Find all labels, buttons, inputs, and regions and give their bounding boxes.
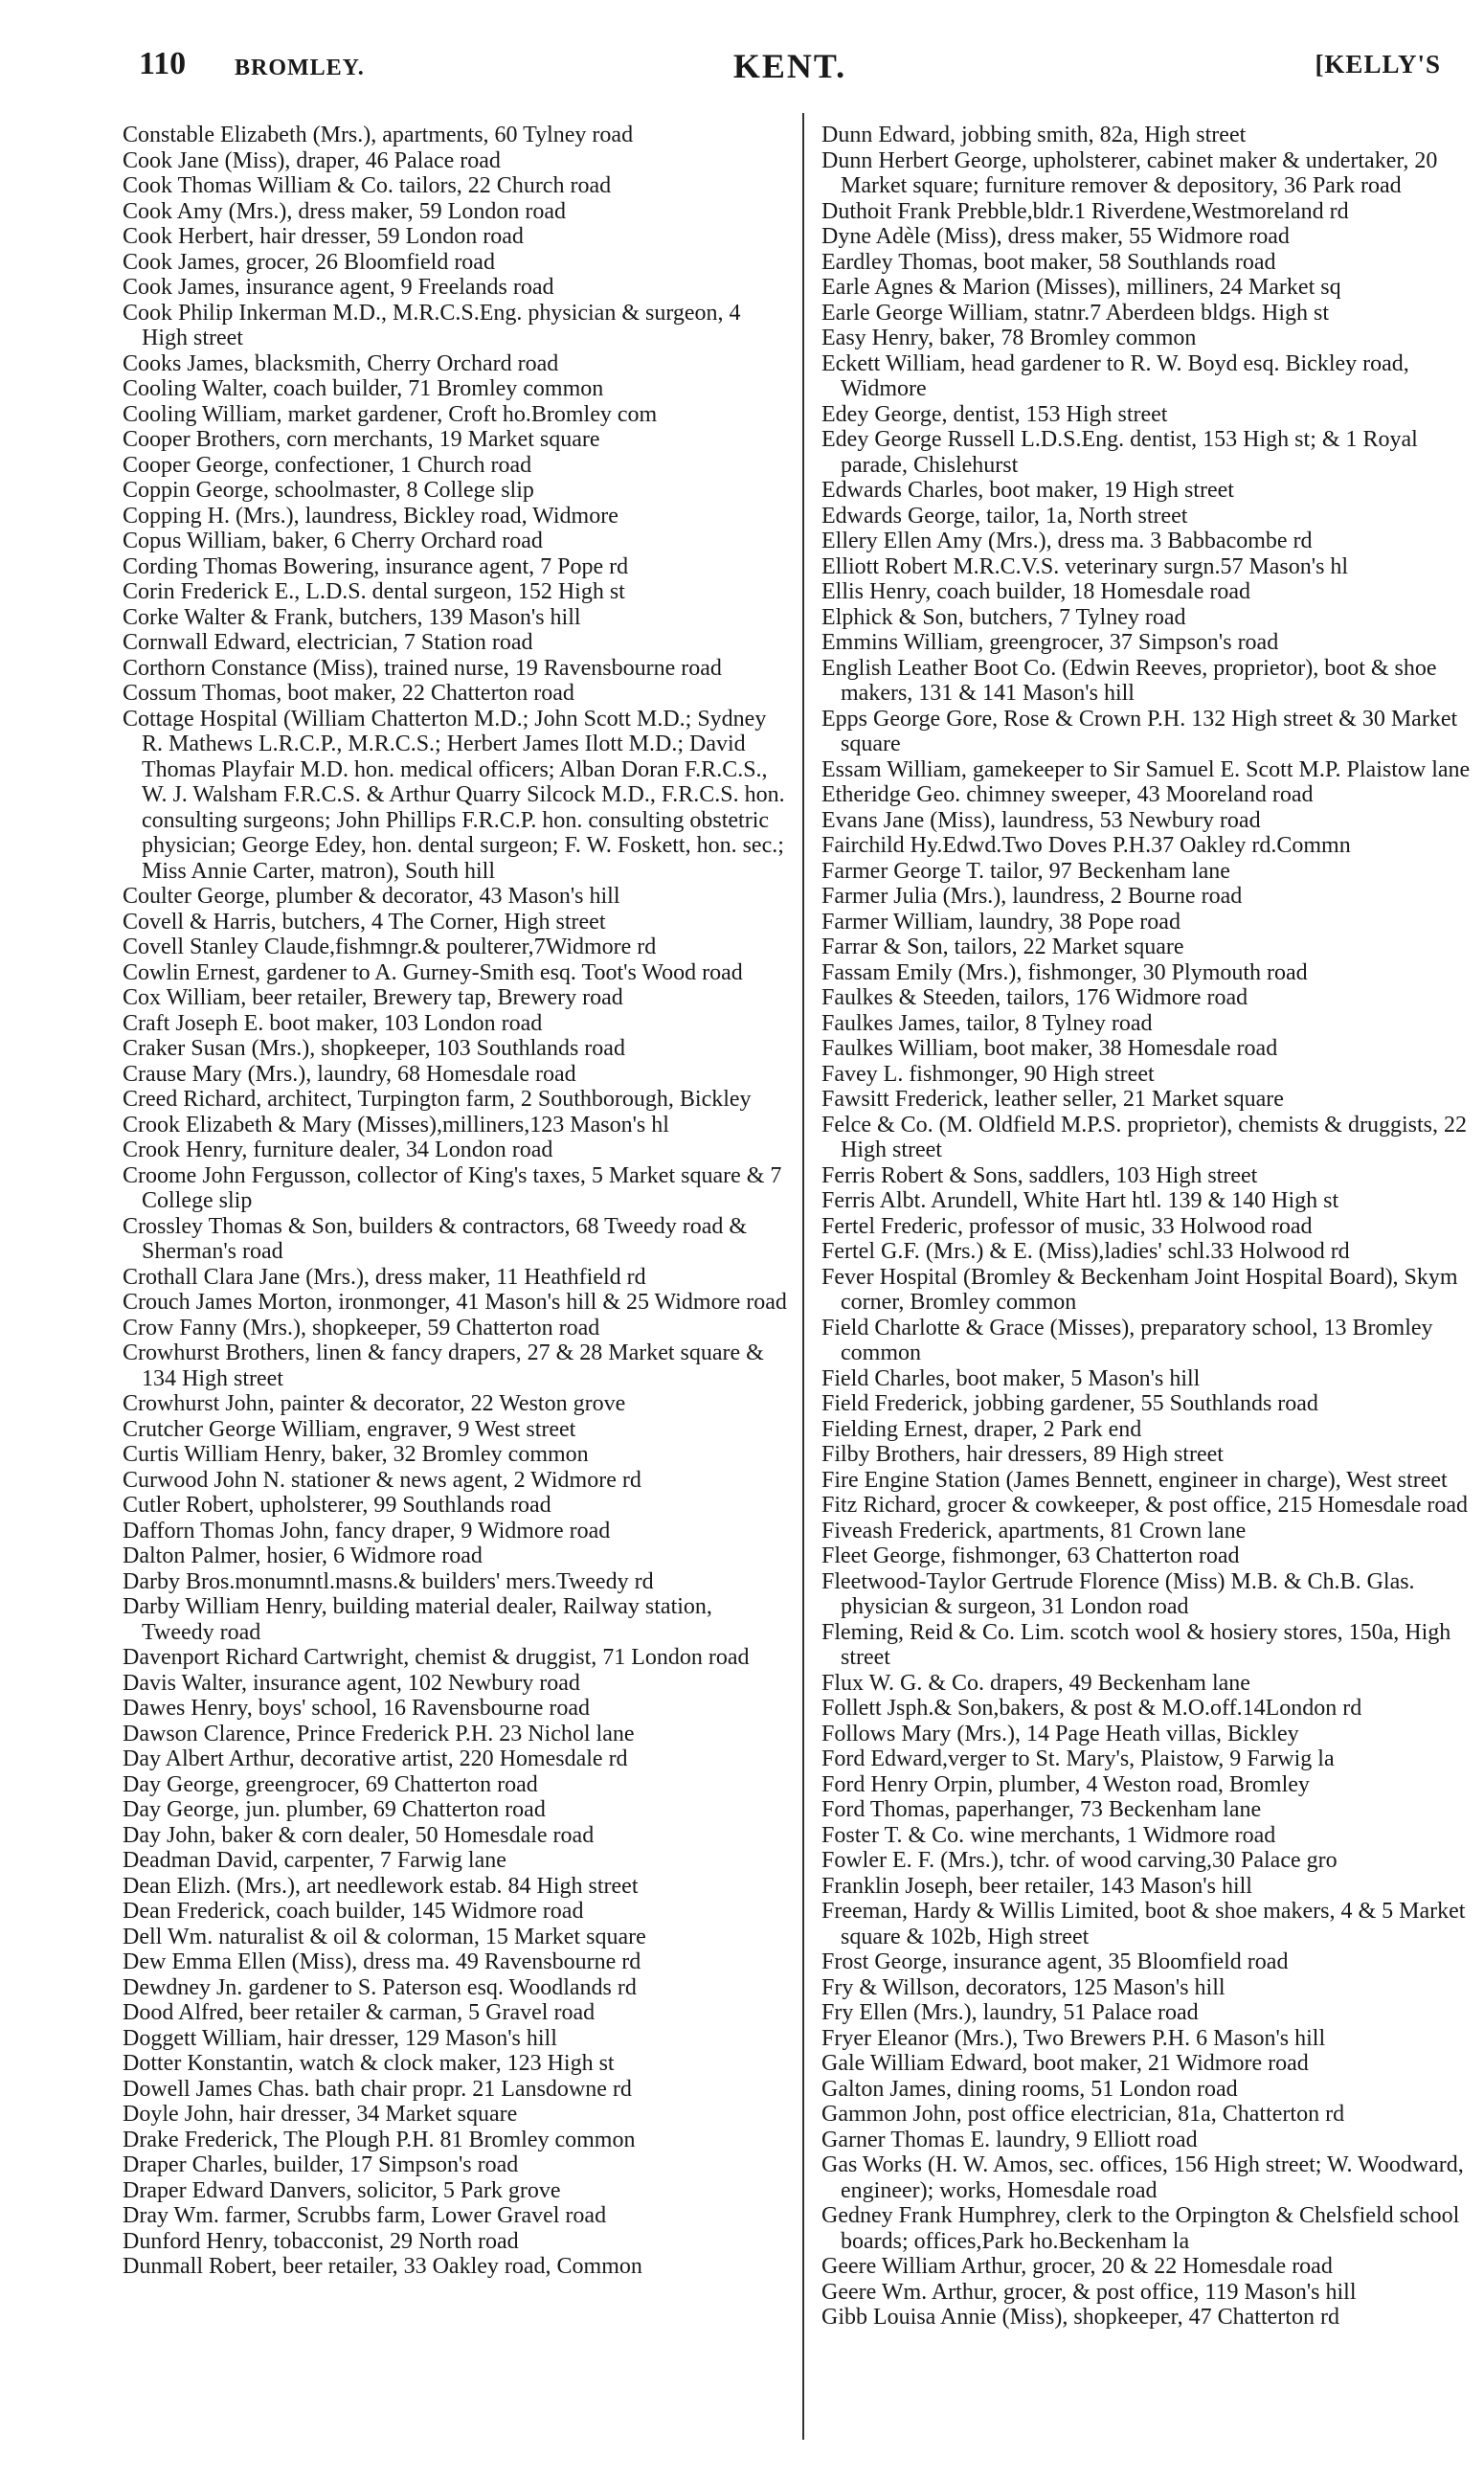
directory-entry: Day George, greengrocer, 69 Chatterton road	[123, 1771, 538, 1797]
directory-entry: Dawson Clarence, Prince Frederick P.H. 23 Nichol lane	[123, 1721, 635, 1746]
directory-entry: Doyle John, hair dresser, 34 Market square	[123, 2102, 518, 2127]
directory-entry: Crow Fanny (Mrs.), shopkeeper, 59 Chatterton road	[123, 1315, 600, 1340]
directory-entry: Crouch James Morton, ironmonger, 41 Mason's hill & 25 Widmore road	[123, 1290, 787, 1315]
directory-entry: Easy Henry, baker, 78 Bromley common	[821, 326, 1197, 350]
directory-entry: Cooks James, blacksmith, Cherry Orchard road	[123, 350, 559, 376]
directory-entry: Earle George William, statnr.7 Aberdeen bldgs. High st	[821, 300, 1330, 326]
directory-entry: Farrar & Son, tailors, 22 Market square	[821, 935, 1184, 959]
directory-entry: Galton James, dining rooms, 51 London road	[821, 2076, 1238, 2102]
directory-entry: Copus William, baker, 6 Cherry Orchard road	[123, 529, 543, 553]
directory-entry: Elphick & Son, butchers, 7 Tylney road	[821, 604, 1186, 630]
directory-entry: Corke Walter & Frank, butchers, 139 Mason's hill	[123, 604, 581, 630]
directory-entry: Curtis William Henry, baker, 32 Bromley common	[123, 1442, 589, 1467]
directory-entry: Ford Henry Orpin, plumber, 4 Weston road, Bromley	[821, 1771, 1310, 1797]
directory-entry: Franklin Joseph, beer retailer, 143 Mason's hill	[821, 1873, 1252, 1899]
directory-entry: Earle Agnes & Marion (Misses), milliners, 24 Market sq	[821, 275, 1341, 300]
directory-entry: Cook James, insurance agent, 9 Freelands road	[123, 275, 554, 300]
directory-entry: Foster T. & Co. wine merchants, 1 Widmore road	[821, 1822, 1276, 1848]
directory-entry: Day John, baker & corn dealer, 50 Homesdale road	[123, 1822, 595, 1848]
directory-entry: Corin Frederick E., L.D.S. dental surgeon, 152 High st	[123, 579, 625, 604]
directory-entry: Eardley Thomas, boot maker, 58 Southlands road	[821, 249, 1276, 275]
column-rule	[802, 113, 804, 2440]
directory-entry: Darby William Henry, building material dealer, Railway station, Tweedy road	[123, 1594, 712, 1645]
directory-entry: Fryer Eleanor (Mrs.), Two Brewers P.H. 6 Mason's hill	[821, 2025, 1326, 2051]
directory-entry: Cutler Robert, upholsterer, 99 Southlands road	[123, 1493, 551, 1518]
directory-entry: Farmer William, laundry, 38 Pope road	[821, 909, 1180, 935]
directory-entry: Dean Frederick, coach builder, 145 Widmore road	[123, 1899, 584, 1924]
directory-entry: Curwood John N. stationer & news agent, 2 Widmore rd	[123, 1467, 641, 1493]
directory-entry: Gibb Louisa Annie (Miss), shopkeeper, 47 Chatterton rd	[821, 2305, 1339, 2330]
directory-entry: Gedney Frank Humphrey, clerk to the Orpington & Chelsfield school boards; offices,Park ho.Beckenham la	[821, 2203, 1460, 2254]
directory-entry: Edwards Charles, boot maker, 19 High street	[821, 478, 1234, 503]
directory-entry: Cowlin Ernest, gardener to A. Gurney-Smith esq. Toot's Wood road	[123, 959, 743, 985]
directory-entry: Cook Herbert, hair dresser, 59 London road	[123, 224, 524, 249]
directory-entry: Dawes Henry, boys' school, 16 Ravensbourne road	[123, 1696, 590, 1721]
directory-entry: Ferris Albt. Arundell, White Hart htl. 139 & 140 High st	[821, 1188, 1339, 1213]
directory-entry: Ford Thomas, paperhanger, 73 Beckenham lane	[821, 1797, 1262, 1822]
directory-entry: Cornwall Edward, electrician, 7 Station road	[123, 630, 533, 655]
directory-entry: Cooling William, market gardener, Croft ho.Bromley com	[123, 401, 658, 427]
directory-entry: Ellis Henry, coach builder, 18 Homesdale road	[821, 579, 1251, 604]
directory-entry: Crowhurst Brothers, linen & fancy drapers, 27 & 28 Market square & 134 High street	[123, 1340, 764, 1391]
directory-entry: Edey George, dentist, 153 High street	[821, 401, 1168, 427]
directory-entry: Fry Ellen (Mrs.), laundry, 51 Palace road	[821, 2000, 1199, 2025]
directory-entry: Gale William Edward, boot maker, 21 Widmore road	[821, 2051, 1309, 2076]
directory-entry: Davenport Richard Cartwright, chemist & druggist, 71 London road	[123, 1645, 750, 1670]
directory-entry: Dafforn Thomas John, fancy draper, 9 Widmore road	[123, 1518, 611, 1543]
directory-entry: Geere Wm. Arthur, grocer, & post office, 119 Mason's hill	[821, 2279, 1357, 2305]
directory-entry: Dunmall Robert, beer retailer, 33 Oakley road, Common	[123, 2254, 642, 2279]
directory-entry: Crook Henry, furniture dealer, 34 London road	[123, 1138, 553, 1162]
directory-entry: Filby Brothers, hair dressers, 89 High street	[821, 1442, 1224, 1467]
directory-entry: Fry & Willson, decorators, 125 Mason's hill	[821, 1974, 1225, 2000]
directory-entry: Field Charles, boot maker, 5 Mason's hill	[821, 1365, 1201, 1391]
directory-entry: Dewdney Jn. gardener to S. Paterson esq. Woodlands rd	[123, 1974, 637, 2000]
directory-entry: Crause Mary (Mrs.), laundry, 68 Homesdale road	[123, 1061, 576, 1087]
directory-entry: Dunford Henry, tobacconist, 29 North road	[123, 2228, 519, 2254]
directory-entry: Fawsitt Frederick, leather seller, 21 Market square	[821, 1087, 1284, 1112]
directory-entry: Cooling Walter, coach builder, 71 Bromley common	[123, 376, 604, 401]
directory-entry: Crutcher George William, engraver, 9 West street	[123, 1416, 576, 1442]
left-column	[123, 123, 788, 2280]
running-head-county: KENT.	[732, 47, 847, 85]
directory-entry: Dean Elizh. (Mrs.), art needlework estab. 84 High street	[123, 1873, 639, 1899]
directory-entry: Coppin George, schoolmaster, 8 College slip	[123, 478, 534, 503]
directory-entry: Craft Joseph E. boot maker, 103 London road	[123, 1010, 543, 1036]
directory-entry: Fertel Frederic, professor of music, 33 Holwood road	[821, 1213, 1313, 1239]
directory-entry: Draper Edward Danvers, solicitor, 5 Park grove	[123, 2177, 561, 2203]
directory-entry: Dowell James Chas. bath chair propr. 21 Lansdowne rd	[123, 2076, 632, 2102]
directory-entry: Felce & Co. (M. Oldfield M.P.S. proprietor), chemists & druggists, 22 High street	[821, 1112, 1467, 1162]
directory-entry: Cossum Thomas, boot maker, 22 Chatterton road	[123, 681, 574, 706]
directory-entry: Fertel G.F. (Mrs.) & E. (Miss),ladies' schl.33 Holwood rd	[821, 1239, 1350, 1264]
directory-entry: Edwards George, tailor, 1a, North street	[821, 503, 1188, 529]
directory-entry: Freeman, Hardy & Willis Limited, boot & shoe makers, 4 & 5 Market square & 102b, High street	[821, 1899, 1466, 1949]
directory-entry: Faulkes & Steeden, tailors, 176 Widmore road	[821, 985, 1248, 1010]
directory-entry: Crowhurst John, painter & decorator, 22 Weston grove	[123, 1391, 626, 1416]
directory-entry: Evans Jane (Miss), laundress, 53 Newbury road	[821, 807, 1261, 833]
directory-entry: Faulkes William, boot maker, 38 Homesdale road	[821, 1036, 1278, 1061]
directory-entry: Croome John Fergusson, collector of King's taxes, 5 Market square & 7 College slip	[123, 1162, 782, 1213]
directory-entry: Farmer Julia (Mrs.), laundress, 2 Bourne road	[821, 884, 1243, 909]
directory-entry: Ferris Robert & Sons, saddlers, 103 High street	[821, 1162, 1258, 1188]
directory-entry: Cox William, beer retailer, Brewery tap, Brewery road	[123, 985, 623, 1010]
directory-entry: Gas Works (H. W. Amos, sec. offices, 156 High street; W. Woodward, engineer); works, Homesdale road	[821, 2152, 1464, 2203]
page-number: 110	[139, 46, 187, 81]
directory-entry: Cottage Hospital (William Chatterton M.D.; John Scott M.D.; Sydney R. Mathews L.R.C.P., M.R.C.S.; Herbert James Ilott M.D.; David Thomas Playfair M.D. hon. medical officers; Alban Doran F.R.C.S., W. J. Walsham F.R.C.S. & Arthur Quarry Silcock M.D., F.R.C.S. hon. consulting surgeons; John Phillips F.R.C.P. hon. consulting obstetric physician; George Edey, hon. dental surgeon; F. W. Foskett, hon. sec.; Miss Annie Carter, matron), South hill	[123, 706, 785, 884]
directory-entry: Duthoit Frank Prebble,bldr.1 Riverdene,Westmoreland rd	[821, 198, 1349, 224]
directory-entry: Cook Thomas William & Co. tailors, 22 Church road	[123, 173, 612, 198]
directory-entry: Ford Edward,verger to St. Mary's, Plaistow, 9 Farwig la	[821, 1746, 1335, 1771]
directory-entry: English Leather Boot Co. (Edwin Reeves, proprietor), boot & shoe makers, 131 & 141 Mason's hill	[821, 655, 1437, 706]
directory-entry: Essam William, gamekeeper to Sir Samuel E. Scott M.P. Plaistow lane	[821, 756, 1471, 782]
directory-entry: Fowler E. F. (Mrs.), tchr. of wood carving,30 Palace gro	[821, 1848, 1338, 1873]
directory-entry: Crothall Clara Jane (Mrs.), dress maker, 11 Heathfield rd	[123, 1264, 646, 1290]
directory-entry: Frost George, insurance agent, 35 Bloomfield road	[821, 1949, 1289, 1974]
directory-entry: Fielding Ernest, draper, 2 Park end	[821, 1416, 1142, 1442]
directory-entry: Geere William Arthur, grocer, 20 & 22 Homesdale road	[821, 2254, 1333, 2279]
directory-entry: Cook James, grocer, 26 Bloomfield road	[123, 249, 495, 275]
directory-entry: Cook Jane (Miss), draper, 46 Palace road	[123, 147, 501, 173]
directory-entry: Dell Wm. naturalist & oil & colorman, 15 Market square	[123, 1924, 646, 1949]
directory-entry: Dotter Konstantin, watch & clock maker, 123 High st	[123, 2051, 615, 2076]
directory-entry: Dyne Adèle (Miss), dress maker, 55 Widmore road	[821, 224, 1290, 249]
directory-entry: Covell & Harris, butchers, 4 The Corner, High street	[123, 909, 606, 935]
directory-entry: Fleet George, fishmonger, 63 Chatterton road	[821, 1543, 1240, 1568]
directory-entry: Fleming, Reid & Co. Lim. scotch wool & hosiery stores, 150a, High street	[821, 1619, 1451, 1670]
directory-entry: Draper Charles, builder, 17 Simpson's road	[123, 2152, 519, 2177]
directory-entry: Day Albert Arthur, decorative artist, 220 Homesdale rd	[123, 1746, 628, 1771]
directory-entry: Follett Jsph.& Son,bakers, & post & M.O.off.14London rd	[821, 1696, 1362, 1721]
running-head-town: BROMLEY.	[235, 56, 365, 80]
directory-entry: Copping H. (Mrs.), laundress, Bickley road, Widmore	[123, 503, 618, 529]
directory-entry: Dew Emma Ellen (Miss), dress ma. 49 Ravensbourne rd	[123, 1949, 641, 1974]
directory-entry: Edey George Russell L.D.S.Eng. dentist, 153 High st; & 1 Royal parade, Chislehurst	[821, 427, 1418, 478]
directory-entry: Farmer George T. tailor, 97 Beckenham lane	[821, 858, 1230, 884]
directory-entry: Fever Hospital (Bromley & Beckenham Joint Hospital Board), Skym corner, Bromley common	[821, 1264, 1458, 1315]
directory-entry: Emmins William, greengrocer, 37 Simpson's road	[821, 630, 1279, 655]
directory-entry: Dood Alfred, beer retailer & carman, 5 Gravel road	[123, 2000, 596, 2025]
directory-entry: Darby Bros.monumntl.masns.& builders' mers.Tweedy rd	[123, 1568, 654, 1594]
directory-entry: Covell Stanley Claude,fishmngr.& poulterer,7Widmore rd	[123, 935, 657, 959]
right-column	[821, 123, 1484, 2331]
directory-entry: Dalton Palmer, hosier, 6 Widmore road	[123, 1543, 483, 1568]
directory-entry: Faulkes James, tailor, 8 Tylney road	[821, 1010, 1153, 1036]
directory-entry: Elliott Robert M.R.C.V.S. veterinary surgn.57 Mason's hl	[821, 553, 1349, 579]
directory-entry: Day George, jun. plumber, 69 Chatterton road	[123, 1797, 546, 1822]
directory-entry: Field Charlotte & Grace (Misses), preparatory school, 13 Bromley common	[821, 1315, 1433, 1365]
directory-entry: Fitz Richard, grocer & cowkeeper, & post office, 215 Homesdale road	[821, 1493, 1469, 1518]
directory-entry: Cook Amy (Mrs.), dress maker, 59 London road	[123, 198, 566, 224]
directory-entry: Dunn Edward, jobbing smith, 82a, High street	[821, 123, 1247, 147]
directory-entry: Eckett William, head gardener to R. W. Boyd esq. Bickley road, Widmore	[821, 350, 1409, 401]
directory-entry: Fairchild Hy.Edwd.Two Doves P.H.37 Oakley rd.Commn	[821, 833, 1351, 858]
directory-entry: Favey L. fishmonger, 90 High street	[821, 1061, 1155, 1087]
directory-entry: Ellery Ellen Amy (Mrs.), dress ma. 3 Babbacombe rd	[821, 529, 1313, 553]
directory-entry: Follows Mary (Mrs.), 14 Page Heath villas, Bickley	[821, 1721, 1299, 1746]
directory-entry: Constable Elizabeth (Mrs.), apartments, 60 Tylney road	[123, 123, 634, 147]
directory-entry: Coulter George, plumber & decorator, 43 Mason's hill	[123, 884, 620, 909]
directory-entry: Crook Elizabeth & Mary (Misses),milliners,123 Mason's hl	[123, 1112, 669, 1138]
directory-entry: Cording Thomas Bowering, insurance agent, 7 Pope rd	[123, 553, 629, 579]
page-header	[139, 46, 1441, 88]
directory-entry: Fire Engine Station (James Bennett, engineer in charge), West street	[821, 1467, 1448, 1493]
running-head-publisher: [KELLY'S	[1315, 50, 1441, 79]
directory-entry: Field Frederick, jobbing gardener, 55 Southlands road	[821, 1391, 1318, 1416]
directory-entry: Corthorn Constance (Miss), trained nurse, 19 Ravensbourne road	[123, 655, 722, 681]
directory-entry: Fassam Emily (Mrs.), fishmonger, 30 Plymouth road	[821, 959, 1308, 985]
directory-entry: Garner Thomas E. laundry, 9 Elliott road	[821, 2127, 1198, 2152]
directory-entry: Dray Wm. farmer, Scrubbs farm, Lower Gravel road	[123, 2203, 607, 2228]
directory-entry: Drake Frederick, The Plough P.H. 81 Bromley common	[123, 2127, 636, 2152]
directory-entry: Fleetwood-Taylor Gertrude Florence (Miss) M.B. & Ch.B. Glas. physician & surgeon, 31 London road	[821, 1568, 1415, 1619]
directory-entry: Cooper George, confectioner, 1 Church road	[123, 452, 532, 478]
directory-entry: Crossley Thomas & Son, builders & contractors, 68 Tweedy road & Sherman's road	[123, 1213, 748, 1264]
directory-entry: Cook Philip Inkerman M.D., M.R.C.S.Eng. physician & surgeon, 4 High street	[123, 300, 741, 350]
directory-entry: Etheridge Geo. chimney sweeper, 43 Mooreland road	[821, 782, 1314, 807]
directory-entry: Fiveash Frederick, apartments, 81 Crown lane	[821, 1518, 1247, 1543]
directory-entry: Epps George Gore, Rose & Crown P.H. 132 High street & 30 Market square	[821, 706, 1458, 756]
directory-entry: Gammon John, post office electrician, 81a, Chatterton rd	[821, 2102, 1345, 2127]
directory-entry: Davis Walter, insurance agent, 102 Newbury road	[123, 1670, 580, 1696]
directory-entry: Doggett William, hair dresser, 129 Mason's hill	[123, 2025, 557, 2051]
directory-entry: Cooper Brothers, corn merchants, 19 Market square	[123, 427, 600, 452]
directory-entry: Creed Richard, architect, Turpington farm, 2 Southborough, Bickley	[123, 1087, 752, 1112]
directory-entry: Dunn Herbert George, upholsterer, cabinet maker & undertaker, 20 Market square; furniture remover & depository, 36 Park road	[821, 147, 1438, 198]
directory-entry: Deadman David, carpenter, 7 Farwig lane	[123, 1848, 506, 1873]
directory-entry: Flux W. G. & Co. drapers, 49 Beckenham lane	[821, 1670, 1250, 1696]
directory-entry: Craker Susan (Mrs.), shopkeeper, 103 Southlands road	[123, 1036, 625, 1061]
